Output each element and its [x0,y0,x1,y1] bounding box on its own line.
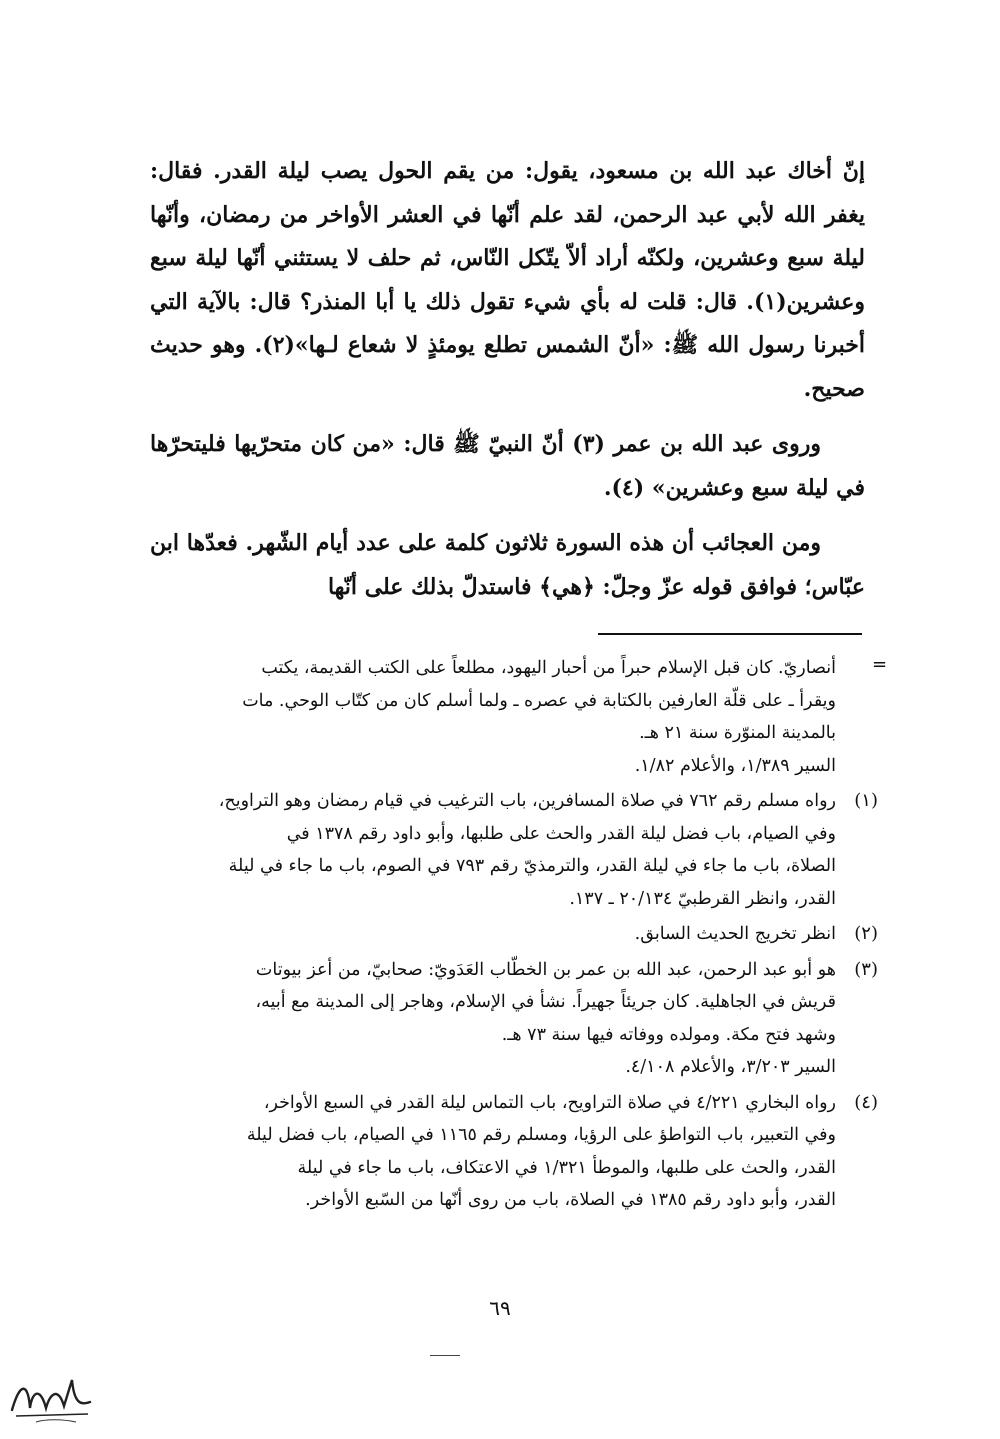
footnote-reference: السير ١/٣٨٩، والأعلام ١/٨٢. [634,755,836,776]
paragraph: إنّ أخاك عبد الله بن مسعود، يقول: من يقم الحول يصب ليلة القدر. فقال: يغفر الله لأبي عبد الرحمن، لقد علم أنّها في العشر الأواخر من رمضان، وأنّها ليلة سبع وعشرين، ولكنّه أراد ألاّ يتّكل النّاس، ثم حلف لا يستثني أنّها ليلة سبع وعشرين(١). قال: قلت له بأي شيء تقول ذلك يا أبا المنذر؟ قال: بالآية التي أخبرنا رسول الله ﷺ: «أنّ الشمس تطلع يومئذٍ لا شعاع لـها»(٢). وهو حديث صحيح. [150,158,865,402]
footnote-number: (١) [854,790,878,811]
footnote-separator [598,633,862,635]
calligraphy-stamp-icon [6,1372,96,1428]
footnote-continuation [170,652,878,782]
bottom-rule [430,1355,460,1356]
footnote-line: القدر، وأبو داود رقم ١٣٨٥ في الصلاة، باب من روى أنّها من السّبع الأواخر. [305,1190,836,1210]
footnote-4 [170,1087,878,1217]
footnote-line: رواه البخاري ٤/٢٢١ في صلاة التراويح، باب التماس ليلة القدر في السبع الأواخر، [263,1092,836,1113]
footnote-line: القدر، وانظر القرطبيّ ٢٠/١٣٤ ـ ١٣٧. [569,888,836,909]
footnote-line: ويقرأ ـ على قلّة العارفين بالكتابة في عصره ـ ولما أسلم كان من كتّاب الوحي. مات [242,690,836,711]
footnote-reference: السير ٣/٢٠٣، والأعلام ٤/١٠٨. [625,1057,836,1077]
footnote-line: انظر تخريج الحديث السابق. [634,924,836,944]
footnote-line: هو أبو عبد الرحمن، عبد الله بن عمر بن الخطّاب العَدَويّ: صحابيّ، من أعز بيوتات [255,959,836,980]
continuation-mark: = [872,654,888,675]
footnote-line: قريش في الجاهلية. كان جريئاً جهيراً. نشأ في الإسلام، وهاجر إلى المدينة مع أبيه، [255,992,836,1012]
page-number: ٦٩ [489,1296,511,1320]
footnote-line: أنصاريّ. كان قبل الإسلام حبراً من أحبار اليهود، مطلعاً على الكتب القديمة، يكتب [261,658,836,678]
footnote-line: وشهد فتح مكة. ومولده ووفاته فيها سنة ٧٣ هـ. [501,1024,836,1045]
footnotes [170,652,878,1217]
footnote-1 [170,785,878,915]
footnote-line: بالمدينة المنوّرة سنة ٢١ هـ. [639,723,836,743]
paragraph: وروى عبد الله بن عمر (٣) أنّ النبيّ ﷺ قال: «من كان متحرّيها فليتحرّها في ليلة سبع وعشرين» (٤). [150,431,865,501]
paragraph: ومن العجائب أن هذه السورة ثلاثون كلمة على عدد أيام الشّهر. فعدّها ابن عبّاس؛ فوافق قوله عزّ وجلّ: ﴿هي﴾ فاستدلّ بذلك على أنّها [150,530,865,600]
footnote-line: الصلاة، باب ما جاء في ليلة القدر، والترمذيّ رقم ٧٩٣ في الصوم، باب ما جاء في ليلة [228,856,836,876]
footnote-line: وفي الصيام، باب فضل ليلة القدر والحث على طلبها، وأبو داود رقم ١٣٧٨ في [286,823,836,844]
footnote-2 [170,918,878,951]
footnote-number: (٤) [854,1091,878,1113]
footnote-number: (٣) [854,958,878,980]
main-text [150,150,865,609]
footnote-line: وفي التعبير، باب التواطؤ على الرؤيا، ومسلم رقم ١١٦٥ في الصيام، باب فضل ليلة [246,1125,836,1145]
footnote-number: (٢) [854,923,878,944]
footnote-line: القدر، والحث على طلبها، والموطأ ١/٣٢١ في الاعتكاف، باب ما جاء في ليلة [297,1157,836,1178]
footnote-line: رواه مسلم رقم ٧٦٢ في صلاة المسافرين، باب الترغيب في قيام رمضان وهو التراويح، [218,791,836,811]
footnote-3 [170,954,878,1084]
